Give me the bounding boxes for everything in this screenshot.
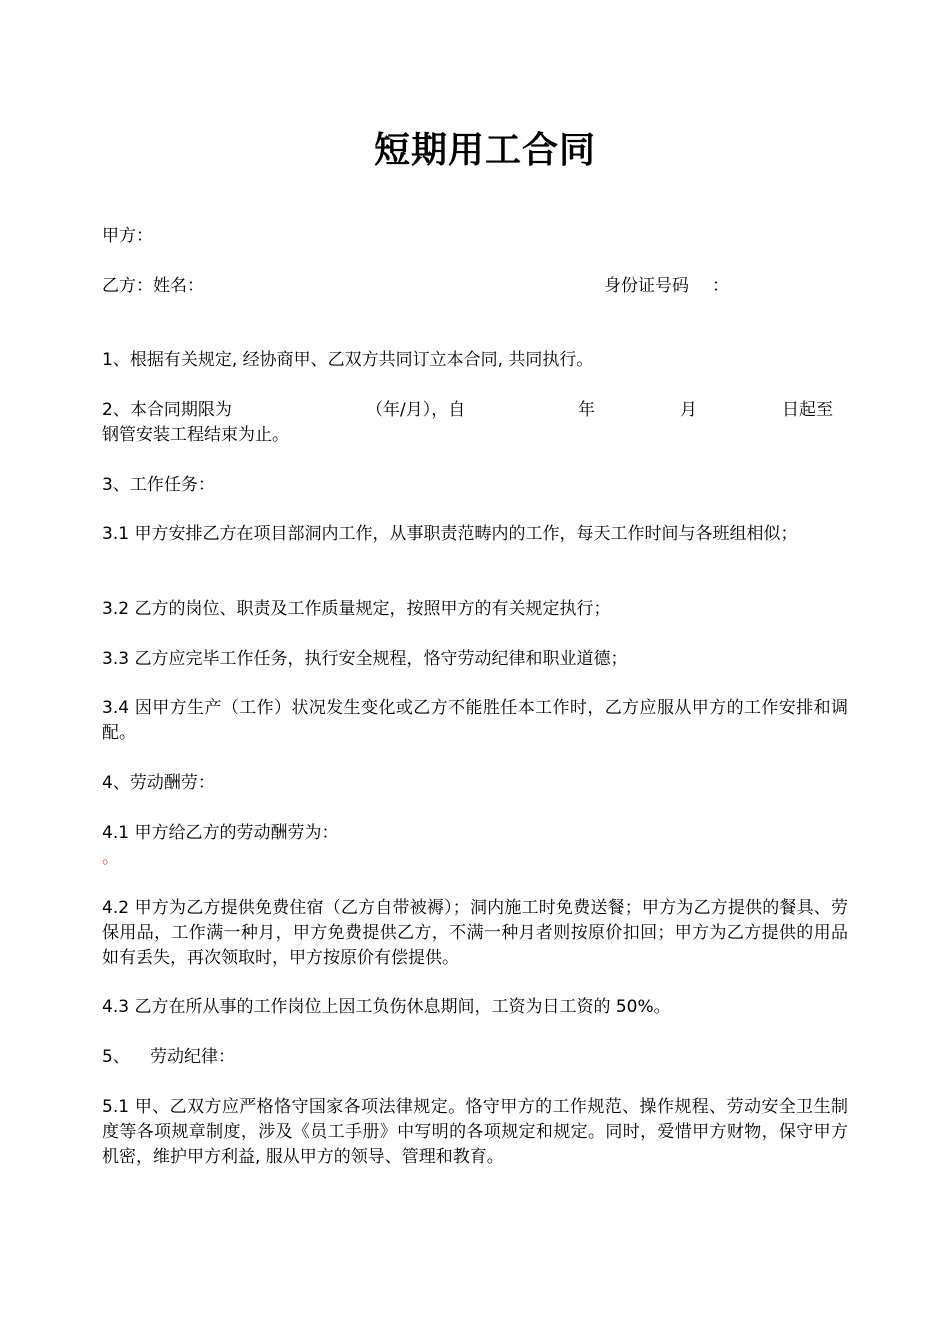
clause-2-line2: 钢管安装工程结束为止。 <box>102 425 289 445</box>
clause-5-heading: 劳动纪律： <box>150 1047 235 1067</box>
clause-4-3: 4.3 乙方在所从事的工作岗位上因工负伤休息期间，工资为日工资的 50%。 <box>102 997 671 1017</box>
clause-2-unit: （年/月），自 <box>366 400 466 420</box>
clause-3-1: 3.1 甲方安排乙方在项目部洞内工作，从事职责范畴内的工作，每天工作时间与各班组相似； <box>102 524 798 544</box>
clause-3-3: 3.3 乙方应完毕工作任务，执行安全规程，恪守劳动纪律和职业道德； <box>102 649 628 669</box>
clause-4-1-mark: 。 <box>102 848 119 868</box>
clause-5-1: 5.1 甲、乙双方应严格恪守国家各项法律规定。恪守甲方的工作规范、操作规程、劳动安全卫生制度等各项规章制度，涉及《员工手册》中写明的各项规定和规定。同时，爱惜甲方财物，保守甲方机密，维护甲方利益, 服从甲方的领导、管理和教育。 <box>102 1097 848 1167</box>
party-b-id-colon: ： <box>712 276 729 296</box>
clause-4-1: 4.1 甲方给乙方的劳动酬劳为： <box>102 823 339 843</box>
clause-3-heading: 3、工作任务： <box>102 475 215 495</box>
clause-5-number: 5、 <box>102 1047 130 1067</box>
clause-4-heading: 4、劳动酬劳： <box>102 773 215 793</box>
clause-2-year: 年 <box>578 400 595 420</box>
clause-2-prefix: 2、本合同期限为 <box>102 400 232 420</box>
clause-4-2: 4.2 甲方为乙方提供免费住宿（乙方自带被褥）；洞内施工时免费送餐；甲方为乙方提供的餐具、劳保用品，工作满一种月，甲方免费提供乙方，不满一种月者则按原价扣回；甲方为乙方提供的用品如有丢失，再次领取时，甲方按原价有偿提供。 <box>102 898 849 968</box>
party-b-id-label: 身份证号码 <box>604 276 689 296</box>
party-b-name-label: 乙方：姓名： <box>102 276 204 296</box>
party-a-label: 甲方： <box>102 226 153 246</box>
clause-1: 1、根据有关规定, 经协商甲、乙双方共同订立本合同, 共同执行。 <box>102 350 594 370</box>
page-title: 短期用工合同 <box>373 129 596 171</box>
clause-3-4: 3.4 因甲方生产（工作）状况发生变化或乙方不能胜任本工作时，乙方应服从甲方的工作安排和调配。 <box>102 698 848 743</box>
clause-2-day-to: 日起至 <box>782 400 833 420</box>
clause-2-month: 月 <box>680 400 697 420</box>
clause-3-2: 3.2 乙方的岗位、职责及工作质量规定，按照甲方的有关规定执行； <box>102 599 611 619</box>
